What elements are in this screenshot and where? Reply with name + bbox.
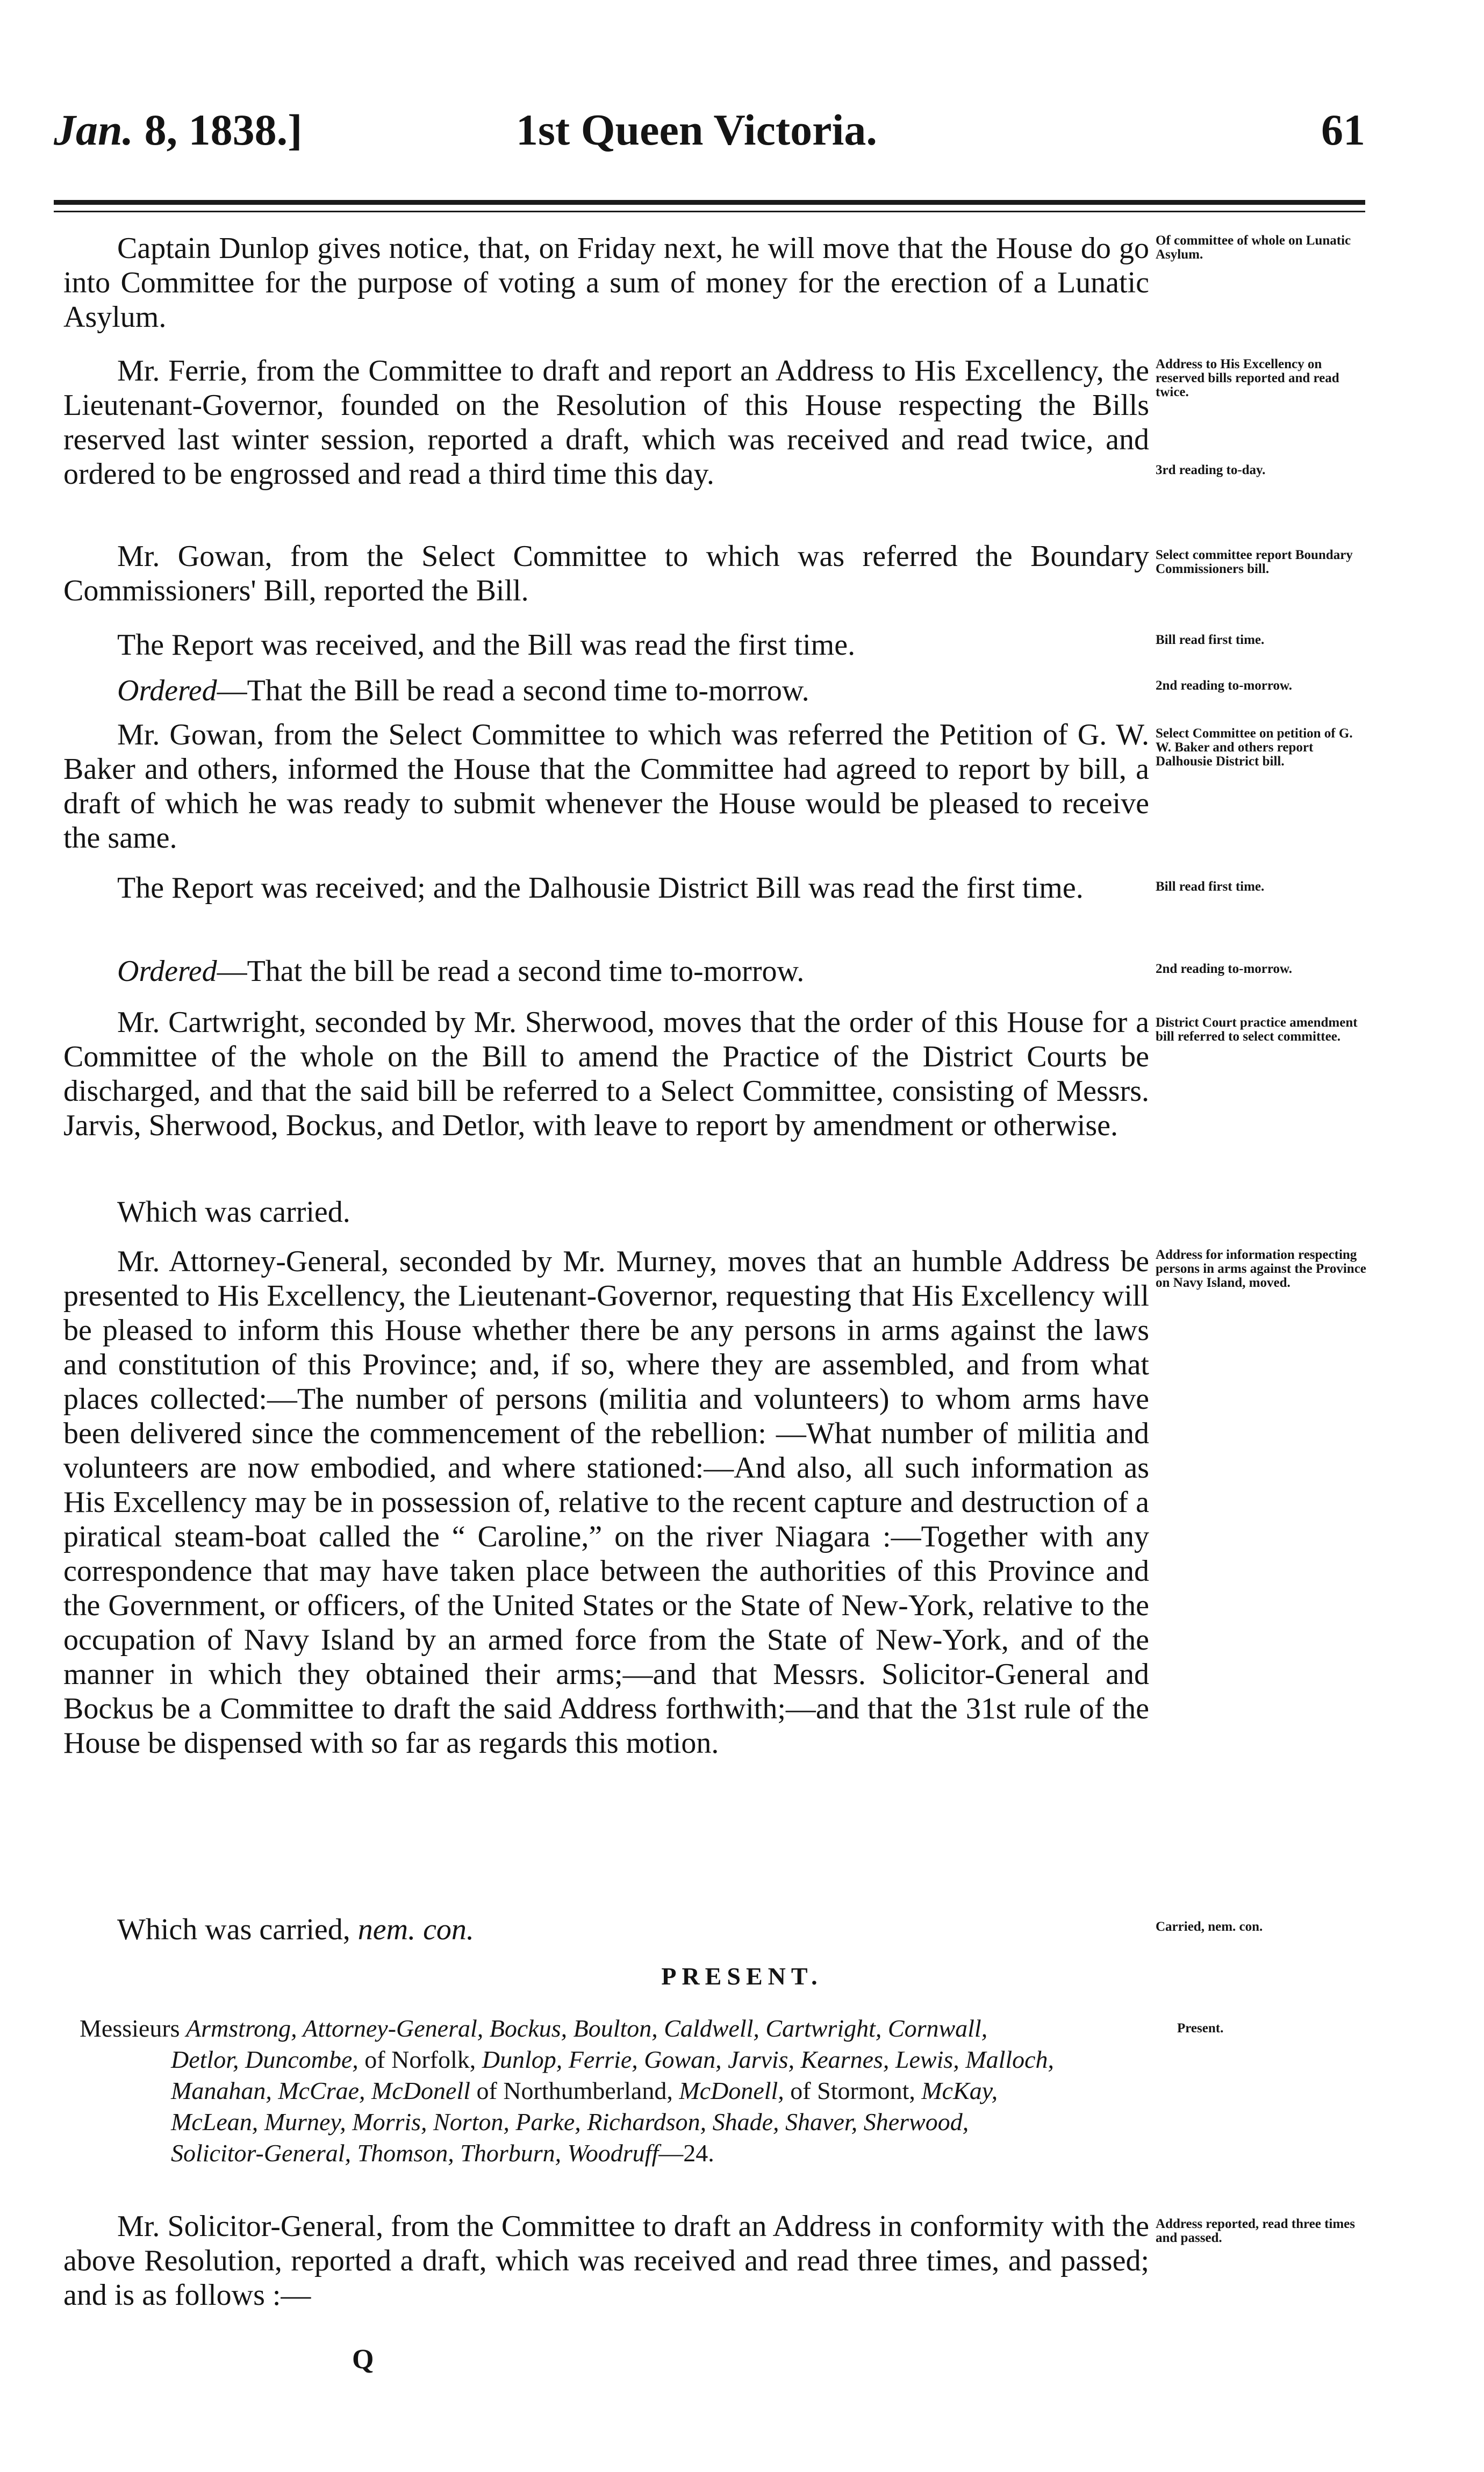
paragraph-report-received-2: The Report was received; and the Dalhousie District Bill was read the first time. [117,871,1084,905]
margin-note-second-reading-1: 2nd reading to-morrow. [1156,678,1292,693]
present-heading: PRESENT. [661,1962,823,1990]
margin-note-address-passed: Address reported, read three times and passed. [1156,2217,1356,2245]
present-line-2 [80,2044,1155,2075]
margin-note-navy-island: Address for information respecting persons in arms against the Province on Navy Island, moved. [1156,1248,1366,1290]
present-names-text: Detlor, Duncombe, [171,2046,359,2073]
paragraph-cartwright-motion: Mr. Cartwright, seconded by Mr. Sherwood, moves that the order of this House for a Committee of the whole on the Bill to amend the Practice of the District Courts be discharged, and that the said bill be referred to a Select Committee, consisting of Messrs. Jarvis, Sherwood, Bockus, and Detlor, with leave to report by amendment or otherwise. [63,1006,1149,1142]
present-names-text: Manahan, McCrae, McDonell [171,2077,470,2104]
margin-note-first-reading-2: Bill read first time. [1156,879,1265,894]
header-rule-thin [54,211,1365,212]
present-names-text: McKay, [921,2077,998,2104]
present-line-1 [80,2013,1155,2044]
present-text: Messieurs [80,2015,187,2042]
header-date-rest: 8, 1838.] [144,105,303,154]
ordered-text-1: —That the Bill be read a second time to-morrow. [217,674,809,707]
paragraph-gowan-boundary: Mr. Gowan, from the Select Committee to which was referred the Boundary Commissioners' Bill, reported the Bill. [63,540,1149,607]
header-date [54,105,302,155]
carried-text: Which was carried, [117,1913,358,1946]
paragraph-carried-nem-con [63,1912,1149,1947]
nem-con: nem. con. [357,1913,474,1946]
paragraph-gowan-petition: Mr. Gowan, from the Select Committee to which was referred the Petition of G. W. Baker and others, informed the House that the Committee had agreed to report by bill, a draft of which he was ready to submit whenever the House would be pleased to receive the same. [63,718,1149,855]
present-line-5 [80,2138,1155,2169]
margin-note-address-reserved-bills: Address to His Excellency on reserved bills reported and read twice. [1156,357,1339,399]
signature-mark: Q [352,2344,374,2375]
ordered-lead-1: Ordered [117,674,217,707]
page-header [54,105,1365,164]
present-text: of Norfolk, [358,2046,482,2073]
margin-note-present: Present. [1177,2021,1224,2036]
present-names-text: Armstrong, Attorney-General, Bockus, Boulton, Caldwell, Cartwright, Cornwall, [186,2015,988,2042]
page-number: 61 [1321,105,1365,154]
present-names-text: McLean, Murney, Morris, Norton, Parke, Richardson, Shade, Shaver, Sherwood, [171,2108,969,2136]
present-names-text: Solicitor-General, Thomson, Thorburn, Woodruff [171,2139,659,2167]
present-names-text: Dunlop, Ferrie, Gowan, Jarvis, Kearnes, Lewis, Malloch, [482,2046,1055,2073]
paragraph-solicitor-general-report: Mr. Solicitor-General, from the Committee to draft an Address in conformity with the above Resolution, reported a draft, which was received and read three times, and passed; and is as follows :— [63,2210,1149,2312]
header-rule-thick [54,200,1365,205]
header-title: 1st Queen Victoria. [516,105,877,154]
margin-note-third-reading: 3rd reading to-day. [1156,463,1266,477]
present-text: of Stormont, [784,2077,922,2104]
margin-note-second-reading-2: 2nd reading to-morrow. [1156,962,1292,976]
present-line-4 [80,2106,1155,2138]
paragraph-attorney-general-motion: Mr. Attorney-General, seconded by Mr. Murney, moves that an humble Address be presented to His Excellency, the Lieutenant-Governor, requesting that His Excellency will be pleased to inform this House whether there be any persons in arms against the laws and constitution of this Province; and, if so, where they are assembled, and from what places collected:—The number of persons (militia and volunteers) to whom arms have been delivered since the commencement of the rebellion: —What number of militia and volunteers are now embodied, and where stationed:—And also, all such information as His Excellency may be in possession of, relative to the recent capture and destruction of a piratical steam-boat called the “ Caroline,” on the river Niagara :—Together with any correspondence that may have taken place between the authorities of this Province and the Government, or officers, of the United States or the State of New-York, relative to the occupation of Navy Island by an armed force from the State of New-York, and of the manner in which they obtained their arms;—and that Messrs. Solicitor-General and Bockus be a Committee to draft the said Address forthwith;—and that the 31st rule of the House be dispensed with so far as regards this motion. [63,1245,1149,1760]
margin-note-district-court: District Court practice amendment bill referred to select committee. [1156,1015,1358,1044]
paragraph-carried-1: Which was carried. [117,1195,350,1229]
margin-note-carried-nem-con: Carried, nem. con. [1156,1919,1263,1934]
margin-note-first-reading-1: Bill read first time. [1156,633,1265,647]
paragraph-dunlop-notice: Captain Dunlop gives notice, that, on Friday next, he will move that the House do go into Committee for the purpose of voting a sum of money for the erection of a Lunatic Asylum. [63,232,1149,334]
ordered-lead-2: Ordered [117,955,217,988]
paragraph-ordered-2 [63,954,1149,988]
margin-note-boundary-bill: Select committee report Boundary Commissioners bill. [1156,548,1353,576]
present-text: —24. [658,2139,714,2167]
margin-note-lunatic-asylum: Of committee of whole on Lunatic Asylum. [1156,233,1351,262]
header-date-month: Jan. [54,105,134,154]
paragraph-ordered-1 [63,673,1149,708]
paragraph-ferrie-address: Mr. Ferrie, from the Committee to draft and report an Address to His Excellency, the Lieutenant-Governor, founded on the Resolution of this House respecting the Bills reserved last winter session, reported a draft, which was received and read twice, and ordered to be engrossed and read a third time this day. [63,354,1149,491]
margin-note-dalhousie-district: Select Committee on petition of G. W. Baker and others report Dalhousie District bill. [1156,726,1353,769]
present-names-text: McDonell, [679,2077,784,2104]
present-members-list [80,2013,1155,2169]
present-text: of Northumberland, [470,2077,679,2104]
ordered-text-2: —That the bill be read a second time to-morrow. [217,955,805,988]
paragraph-report-received-1: The Report was received, and the Bill was read the first time. [117,628,856,662]
present-line-3 [80,2075,1155,2106]
